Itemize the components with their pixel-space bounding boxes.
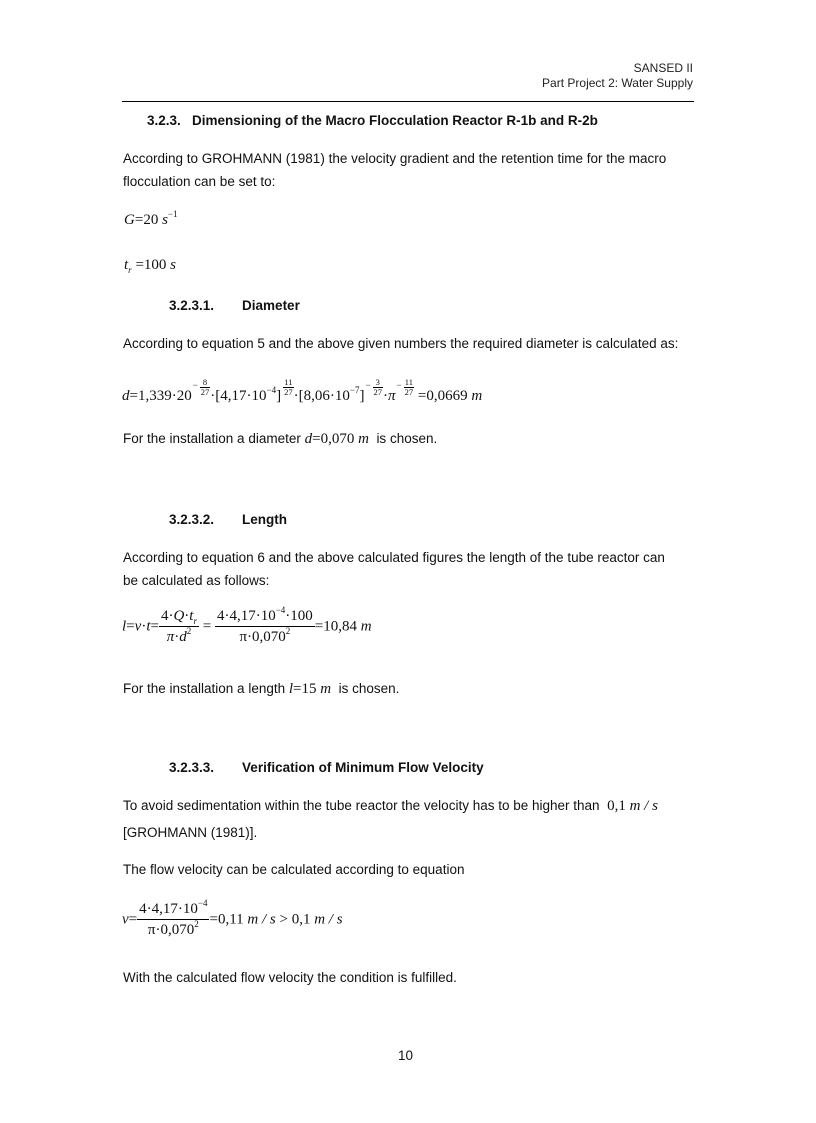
section-intro-line2: flocculation can be set to: bbox=[123, 174, 276, 189]
diameter-choice: For the installation a diameter d=0,070 m is chosen. bbox=[123, 431, 438, 447]
section-title: Dimensioning of the Macro Flocculation Reactor R-1b and R-2b bbox=[192, 113, 598, 128]
section-intro-line1: According to GROHMANN (1981) the velocity gradient and the retention time for the macro bbox=[123, 151, 667, 166]
length-text-line1: According to equation 6 and the above calculated figures the length of the tube reactor can bbox=[123, 550, 665, 565]
velocity-text-line1: To avoid sedimentation within the tube reactor the velocity has to be higher than 0,1 m / s bbox=[123, 798, 658, 814]
equation-tr: $t_r =100$ s bbox=[124, 257, 176, 275]
length-text-line2: be calculated as follows: bbox=[123, 573, 270, 588]
length-choice: For the installation a length l=15 m is chosen. bbox=[123, 681, 400, 697]
velocity-text2: The flow velocity can be calculated according to equation bbox=[123, 862, 465, 877]
velocity-text-line2: [GROHMANN (1981)]. bbox=[123, 825, 258, 840]
section-heading bbox=[147, 113, 598, 128]
equation-g: G=20 $s^{-1}$ bbox=[124, 209, 178, 228]
header-rule bbox=[122, 101, 694, 102]
equation-diameter: d=1,339·20− $\frac{8}{27}$ $\cdot[4,17\cdot 10^{-4}]$ $\frac{11}{27}$ $\cdot[8,06\cdot 10^{-7}]^-$ $\frac{3}{27}$ ·π− $\frac{11}{27}$ =0,0669 m bbox=[122, 377, 483, 404]
header-subtitle: Part Project 2: Water Supply bbox=[542, 76, 693, 90]
subsection-length-heading: 3.2.3.2. Length bbox=[169, 512, 288, 527]
equation-velocity: v= $\frac{4\cdot 4,17\cdot 10^{-4}}{\pi\cdot 0,070^2}$ =0,11 m / s > 0,1 m / s bbox=[122, 898, 343, 938]
equation-length: l=v·t= $\frac{4\cdot Q\cdot t_r}{\pi\cdot d^2}$ = $\frac{4\cdot 4,17\cdot 10^{-4}\cdot 100}{\pi\cdot 0,070^2}$ =10,84 m bbox=[122, 605, 372, 645]
velocity-conclusion: With the calculated flow velocity the condition is fulfilled. bbox=[123, 970, 457, 985]
diameter-text: According to equation 5 and the above given numbers the required diameter is calculated as: bbox=[123, 336, 679, 351]
header-title: SANSED II bbox=[633, 61, 693, 75]
subsection-diameter-heading: 3.2.3.1. Diameter bbox=[169, 298, 300, 313]
section-number: 3.2.3. bbox=[147, 113, 181, 128]
subsection-velocity-heading: 3.2.3.3. Verification of Minimum Flow Velocity bbox=[169, 760, 484, 775]
page-number: 10 bbox=[398, 1048, 414, 1063]
